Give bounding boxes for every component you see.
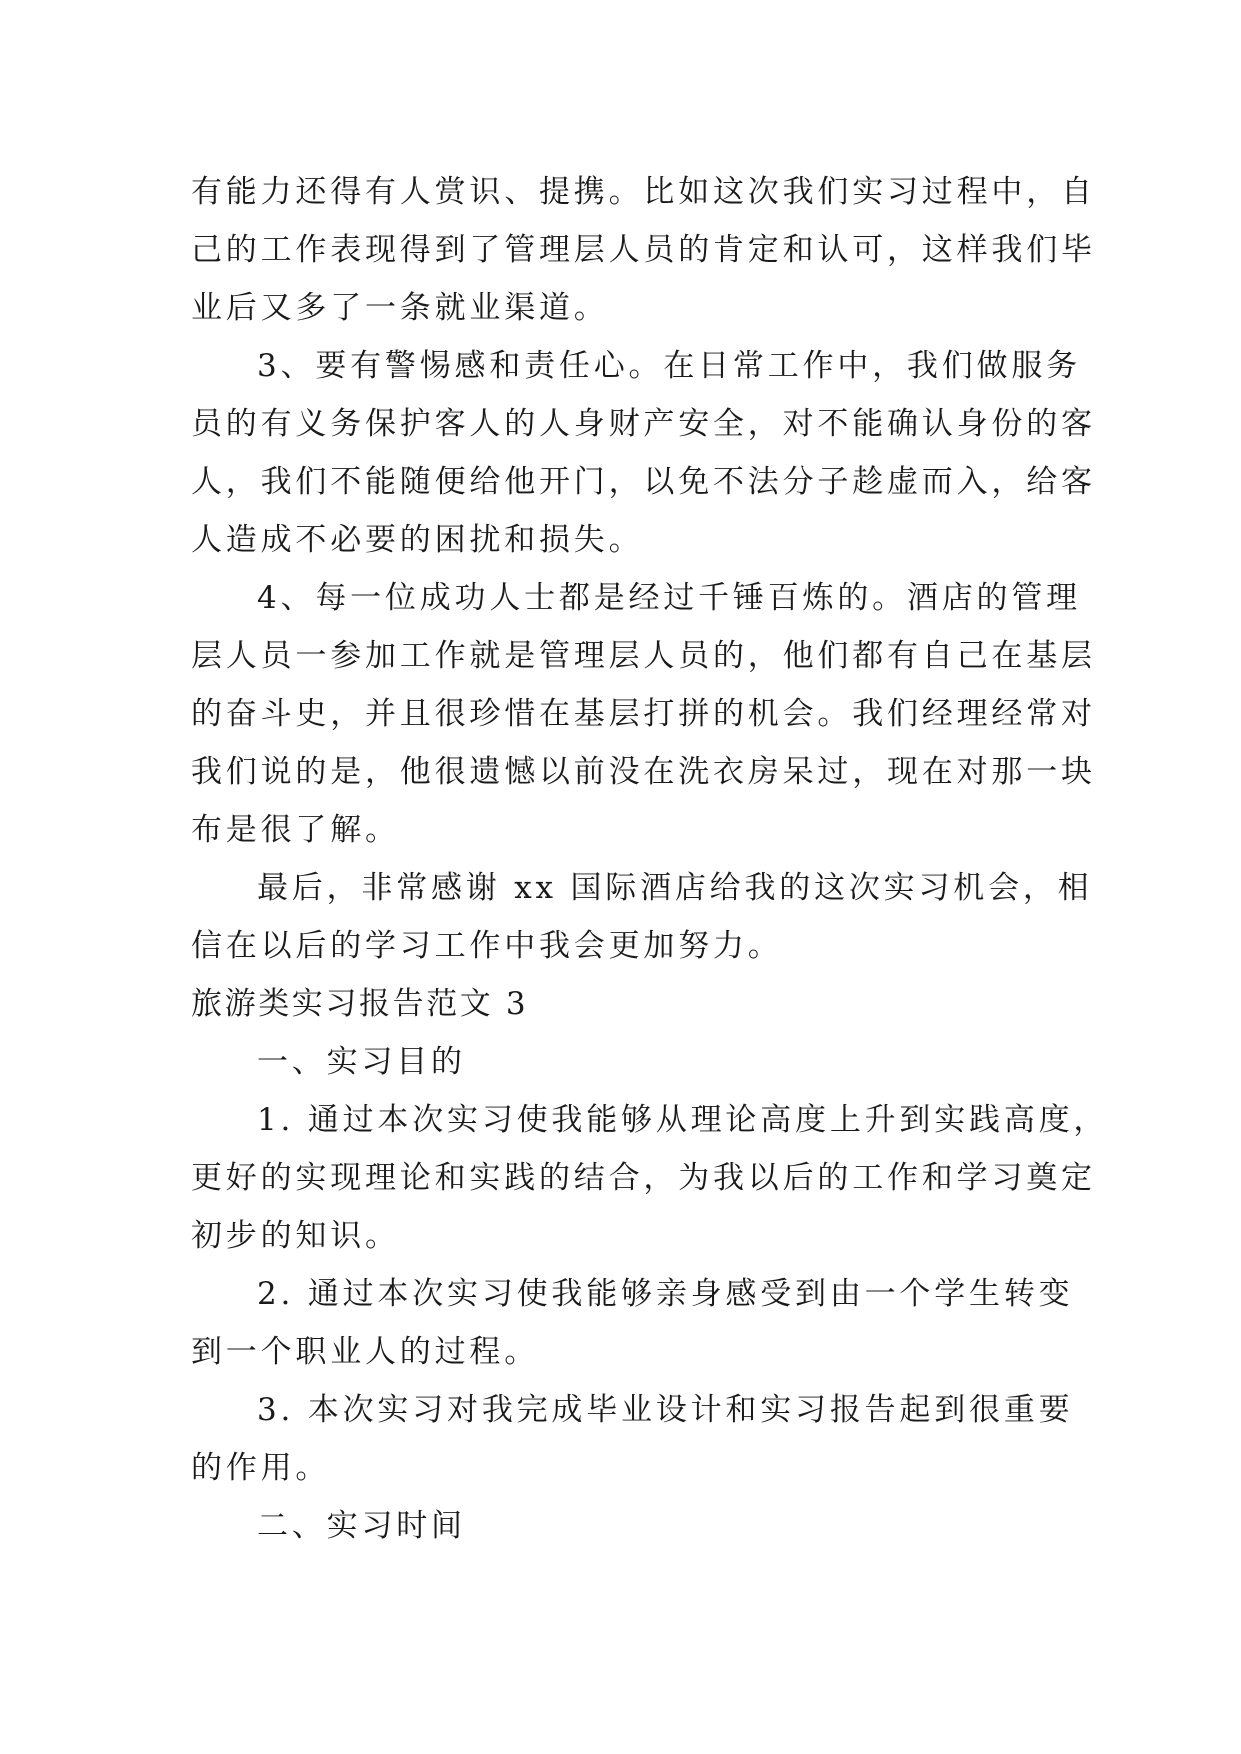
paragraph-line: 初步的知识。	[191, 1218, 400, 1254]
paragraph-line: 3、要有警惕感和责任心。在日常工作中，我们做服务	[257, 348, 1081, 384]
paragraph-line: 的奋斗史，并且很珍惜在基层打拼的机会。我们经理经常对	[191, 696, 1096, 732]
paragraph-line: 更好的实现理论和实践的结合，为我以后的工作和学习奠定	[191, 1160, 1096, 1196]
subsection-heading: 一、实习目的	[257, 1044, 466, 1080]
paragraph-line: 己的工作表现得到了管理层人员的肯定和认可，这样我们毕	[191, 232, 1096, 268]
paragraph-line: 最后，非常感谢 xx 国际酒店给我的这次实习机会，相	[257, 870, 1093, 906]
paragraph-line: 布是很了解。	[191, 812, 400, 848]
document-body	[191, 163, 1109, 1555]
paragraph-line: 业后又多了一条就业渠道。	[191, 290, 609, 326]
paragraph-line: 员的有义务保护客人的人身财产安全，对不能确认身份的客	[191, 406, 1096, 442]
paragraph-line: 人，我们不能随便给他开门，以免不法分子趁虚而入，给客	[191, 464, 1096, 500]
paragraph-line: 的作用。	[191, 1450, 331, 1486]
paragraph-line: 1. 通过本次实习使我能够从理论高度上升到实践高度，	[257, 1102, 1109, 1138]
subsection-heading: 二、实习时间	[257, 1508, 466, 1544]
section-heading: 旅游类实习报告范文 3	[191, 986, 529, 1022]
paragraph-line: 到一个职业人的过程。	[191, 1334, 539, 1370]
paragraph-line: 人造成不必要的困扰和损失。	[191, 522, 644, 558]
paragraph-line: 有能力还得有人赏识、提携。比如这次我们实习过程中，自	[191, 174, 1096, 210]
paragraph-line: 3. 本次实习对我完成毕业设计和实习报告起到很重要	[257, 1392, 1074, 1428]
paragraph-line: 我们说的是，他很遗憾以前没在洗衣房呆过，现在对那一块	[191, 754, 1096, 790]
paragraph-line: 2. 通过本次实习使我能够亲身感受到由一个学生转变	[257, 1276, 1074, 1312]
paragraph-line: 信在以后的学习工作中我会更加努力。	[191, 928, 783, 964]
paragraph-line: 层人员一参加工作就是管理层人员的，他们都有自己在基层	[191, 638, 1096, 674]
paragraph-line: 4、每一位成功人士都是经过千锤百炼的。酒店的管理	[257, 580, 1081, 616]
